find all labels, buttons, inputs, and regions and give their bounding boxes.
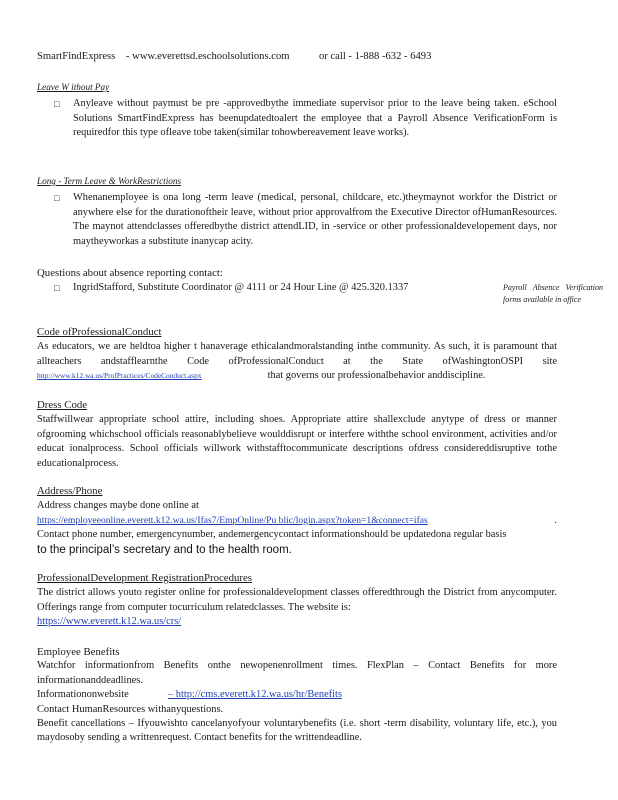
section-code-of-conduct: [37, 325, 557, 384]
hr-contact: Contact HumanResources withanyquestions.: [37, 703, 224, 715]
contact-text: IngridStafford, Substitute Coordinator @ 4111 or 24 Hour Line @ 425.320.1337: [73, 282, 409, 294]
section-address-phone: [37, 484, 557, 558]
section-heading: Address/Phone: [37, 485, 103, 497]
bullet-icon: □: [54, 193, 60, 204]
form-note: Payroll Absence Verification forms available in office: [503, 283, 603, 305]
section-leave-without-pay: [37, 80, 557, 141]
conduct-text-end: that governs our professionalbehavior anddiscipline.: [267, 370, 486, 382]
section-heading: Long - Term Leave & WorkRestrictions: [37, 176, 182, 186]
section-professional-development: [37, 571, 557, 630]
website-text: - www.everettsd.eschoolsolutions.com: [126, 51, 290, 62]
address-text-contact: . Contact phone number, emergencynumber, andemergencycontact informationshould be updatedona regular basis: [37, 514, 557, 541]
section-heading: Dress Code: [37, 399, 88, 411]
section-heading: Questions about absence reporting contact:: [37, 267, 223, 279]
section-text: Whenanemployee is ona long -term leave (medical, personal, childcare, etc.)theymaynot workfor the District or anywhere else for the durationoftheir leave, without prior approvalfrom the Executive Director ofHumanResources. The maynot attendclasses offeredbythe district attendLID, in -service or other professionaldevelopement days, nor maytheyworkas a substitute inanycap acity.: [73, 192, 557, 247]
section-text: [37, 499, 557, 542]
address-text-secretary: to the principal’s secretary and to the health room.: [37, 543, 292, 556]
section-text: The district allows youto register online for professionaldevelopment classes offeredthrough the District from anycomputer. Offerings range from computer tocurriculum relatedclasses. The website is:: [37, 587, 557, 613]
bullet-item: [37, 97, 557, 140]
benefits-link[interactable]: – http://cms.everett.k12.wa.us/hr/Benefits: [167, 689, 342, 701]
conduct-text: As educators, we are heldtoa higher t hanaverage ethicalandmoralstanding inthe community. As such, it is paramount that allteachers andstafflearnthe Code ofProfessionalConduct at the State ofWashingtonOSPI site: [37, 341, 557, 367]
bullet-item: [37, 191, 557, 249]
section-text: Anyleave without paymust be pre -approvedbythe immediate supervisor prior to the leave being taken. eSchool Solutions SmartFindExpress has beenupdatedtoalert the employee that a Payroll Absence VerificationForm is requiredfor this type ofleave tobe taken(similar tohowbereavement leave works).: [73, 98, 557, 139]
website-label: Informationonwebsite: [37, 689, 129, 701]
section-questions: [37, 266, 603, 305]
section-heading: Code ofProfessionalConduct: [37, 326, 162, 338]
section-employee-benefits: [37, 645, 557, 746]
section-text: Staffwillwear appropriate school attire, including shoes. Appropriate attire shallexclude anytype of dress or manner ofgrooming whichschool officials reasonablybelieve woulddisrupt or interfere withthe school environment, activities and/or educat ionalprocess. School officials willwork withstafftocommunicate descriptions ofdress considereddisruptive tothe educationalprocess.: [37, 414, 557, 469]
benefits-website-row: [37, 688, 557, 702]
bullet-icon: □: [54, 283, 60, 294]
benefits-text: Watchfor informationfrom Benefits onthe newopenenrollment times. FlexPlan – Contact Benefits for more informationanddeadlines.: [37, 660, 557, 686]
employee-online-link[interactable]: https://employeeonline.everett.k12.wa.us/Ifas7/EmpOnline/Pu blic/login.aspx?token=1&connect=ifas: [37, 514, 428, 526]
benefits-cancellation-text: Benefit cancellations – Ifyouwishto cancelanyofyour voluntarybenefits (i.e. short -term disability, voluntary life, etc.), you maydosoby sending a writtenrequest. Contact benefits for the writtendeadline.: [37, 718, 557, 744]
address-text: Address changes maybe done online at: [37, 500, 199, 512]
bullet-item: [37, 281, 603, 305]
section-text: [37, 340, 557, 383]
section-long-term-leave: [37, 174, 557, 249]
section-dress-code: [37, 398, 557, 471]
product-name: SmartFindExpress: [37, 51, 116, 62]
section-heading: Leave W ithout Pay: [37, 82, 110, 92]
crs-link[interactable]: https://www.everett.k12.wa.us/crs/: [37, 616, 182, 628]
bullet-icon: □: [54, 99, 60, 110]
section-heading: ProfessionalDevelopment RegistrationProcedures: [37, 572, 252, 584]
section-heading: Employee Benefits: [37, 646, 120, 658]
call-text: or call - 1-888 -632 - 6493: [319, 51, 432, 62]
conduct-link[interactable]: http://www.k12.wa.us/ProfPractices/CodeConduct.aspx: [37, 371, 202, 381]
